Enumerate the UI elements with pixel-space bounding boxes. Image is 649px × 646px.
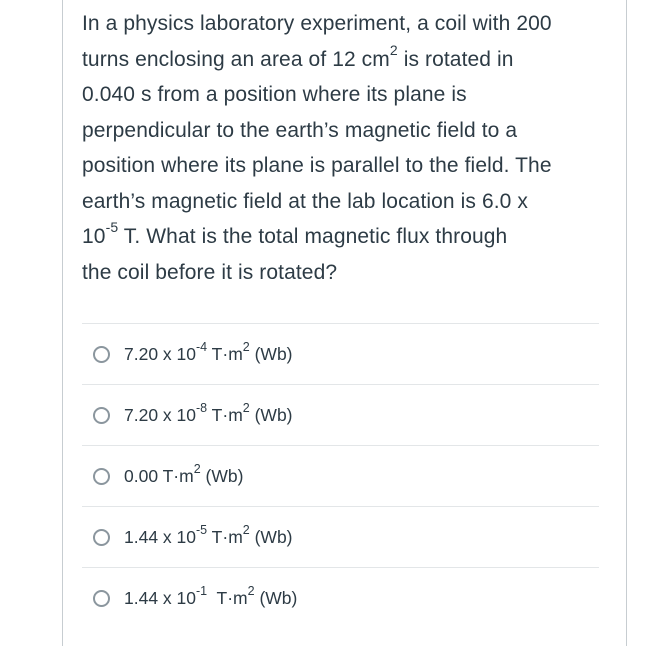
answer-value: 7.20 x 10 xyxy=(124,343,196,364)
radio-button[interactable] xyxy=(93,529,110,546)
radio-button[interactable] xyxy=(93,346,110,363)
question-line: perpendicular to the earth’s magnetic field to a xyxy=(82,118,518,142)
answer-option-2[interactable] xyxy=(82,384,599,445)
answer-label[interactable] xyxy=(124,583,298,609)
radio-button[interactable] xyxy=(93,407,110,424)
answer-list xyxy=(82,323,599,628)
exponent: -1 xyxy=(196,583,208,598)
superscript: 2 xyxy=(389,41,398,58)
question-text xyxy=(82,6,607,290)
answer-value: 1.44 x 10 xyxy=(124,587,196,608)
unit: T·m xyxy=(207,587,248,608)
question-line: turns enclosing an area of 12 cm xyxy=(82,47,390,71)
exponent: -5 xyxy=(196,522,208,537)
unit: T·m xyxy=(207,526,243,547)
answer-label[interactable] xyxy=(124,461,244,487)
unit: T·m xyxy=(207,404,243,425)
unit: T·m xyxy=(158,465,194,486)
answer-value: 7.20 x 10 xyxy=(124,404,196,425)
question-line: In a physics laboratory experiment, a coil with 200 xyxy=(82,12,552,35)
exponent: -8 xyxy=(196,400,208,415)
answer-value: 1.44 x 10 xyxy=(124,526,196,547)
unit-exponent: 2 xyxy=(247,583,255,598)
radio-button[interactable] xyxy=(93,468,110,485)
answer-label[interactable] xyxy=(124,400,293,426)
answer-option-4[interactable] xyxy=(82,506,599,567)
unit: T·m xyxy=(207,343,243,364)
unit-exponent: 2 xyxy=(242,339,250,354)
superscript: -5 xyxy=(105,219,119,235)
answer-option-1[interactable] xyxy=(82,323,599,384)
question-line: earth’s magnetic field at the lab location is 6.0 x xyxy=(82,189,528,213)
radio-button[interactable] xyxy=(93,590,110,607)
exponent: -4 xyxy=(196,339,208,354)
question-line: 10 xyxy=(82,225,106,248)
unit-exponent: 2 xyxy=(242,522,250,537)
answer-label[interactable] xyxy=(124,339,293,365)
question-line: is rotated in xyxy=(397,47,514,71)
answer-label[interactable] xyxy=(124,522,293,548)
answer-value: 0.00 xyxy=(124,465,159,486)
answer-option-3[interactable] xyxy=(82,445,599,506)
unit-suffix: (Wb) xyxy=(249,526,293,547)
unit-suffix: (Wb) xyxy=(254,587,298,608)
unit-suffix: (Wb) xyxy=(249,343,293,364)
question-line: the coil before it is rotated? xyxy=(82,260,338,284)
question-line: position where its plane is parallel to the field. The xyxy=(82,154,552,177)
answer-option-5[interactable] xyxy=(82,567,599,628)
question-line: 0.040 s from a position where its plane is xyxy=(82,83,467,106)
unit-suffix: (Wb) xyxy=(249,404,293,425)
unit-exponent: 2 xyxy=(193,461,201,476)
unit-suffix: (Wb) xyxy=(200,465,244,486)
unit-exponent: 2 xyxy=(242,400,250,415)
question-line: T. What is the total magnetic flux through xyxy=(118,225,508,248)
